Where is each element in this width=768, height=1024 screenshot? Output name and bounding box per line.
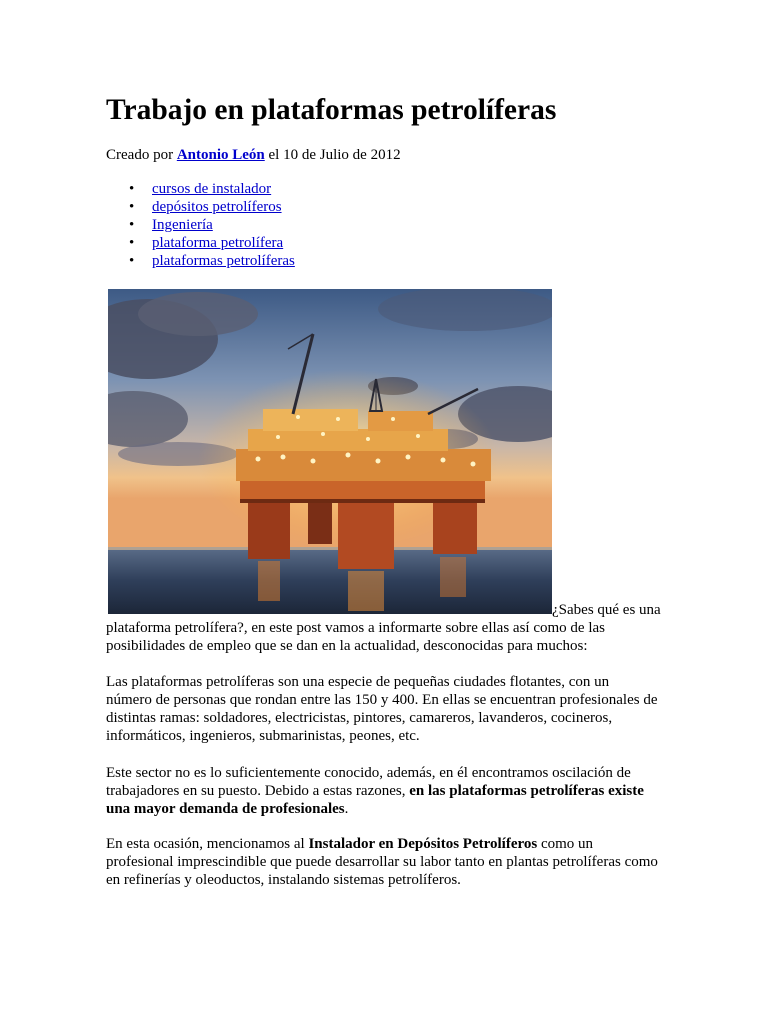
paragraph-bold-text: en las plataformas petrolíferas existe <box>409 783 644 799</box>
tag-item <box>106 252 295 270</box>
tag-item <box>106 198 295 216</box>
paragraph-bold-text: Instalador en Depósitos Petrolíferos <box>308 836 538 852</box>
paragraph-installer <box>106 835 666 889</box>
paragraph-text: . <box>344 801 349 817</box>
intro-line: plataforma petrolífera?, en este post vamos a informarte sobre ellas así como de las <box>106 620 605 636</box>
tag-item <box>106 180 295 198</box>
paragraph-sector-demand <box>106 764 666 818</box>
tag-link-plataforma-petrolifera[interactable]: plataforma petrolífera <box>152 235 284 251</box>
tag-link-depositos-petroliferos[interactable]: depósitos petrolíferos <box>152 199 282 215</box>
paragraph-platform-description <box>106 673 666 745</box>
byline-date: el 10 de Julio de 2012 <box>268 147 401 163</box>
paragraph-text: como un <box>540 836 594 852</box>
paragraph-line: profesional imprescindible que puede desarrollar su labor tanto en plantas petrolíferas como <box>106 854 658 870</box>
paragraph-line <box>106 835 666 853</box>
tag-link-ingenieria[interactable]: Ingeniería <box>152 217 213 233</box>
intro-line: posibilidades de empleo que se dan en la actualidad, desconocidas para muchos: <box>106 638 588 654</box>
tag-item <box>106 234 295 252</box>
paragraph-line: en refinerías y oleoductos, instalando sistemas petrolíferos. <box>106 872 461 888</box>
author-link[interactable]: Antonio León <box>176 147 265 163</box>
tag-item <box>106 216 295 234</box>
page-title: Trabajo en plataformas petrolíferas <box>106 94 557 126</box>
bullet-icon: • <box>129 253 135 269</box>
byline-prefix: Creado por <box>106 147 174 163</box>
byline <box>106 146 401 164</box>
paragraph-bold-text: una mayor demanda de profesionales <box>106 801 345 817</box>
paragraph-text: En esta ocasión, mencionamos al <box>106 836 305 852</box>
tag-link-cursos-de-instalador[interactable]: cursos de instalador <box>152 181 272 197</box>
paragraph-line: distintas ramas: soldadores, electricistas, pintores, camareros, lavanderos, cocineros, <box>106 710 613 726</box>
oil-platform-photo <box>108 289 552 614</box>
paragraph-line <box>106 782 666 800</box>
bullet-icon: • <box>129 199 135 215</box>
bullet-icon: • <box>129 181 135 197</box>
paragraph-line: Este sector no es lo suficientemente conocido, además, en él encontramos oscilación de <box>106 765 631 781</box>
intro-lead: ¿Sabes qué es una <box>552 602 661 618</box>
bullet-icon: • <box>129 217 135 233</box>
bullet-icon: • <box>129 235 135 251</box>
paragraph-line: Las plataformas petrolíferas son una especie de pequeñas ciudades flotantes, con un <box>106 674 610 690</box>
paragraph-line: número de personas que rondan entre las 150 y 400. En ellas se encuentran profesionales de <box>106 692 658 708</box>
tag-list <box>106 180 295 270</box>
paragraph-text: trabajadores en su puesto. Debido a estas razones, <box>106 783 406 799</box>
tag-link-plataformas-petroliferas[interactable]: plataformas petrolíferas <box>152 253 295 269</box>
paragraph-line <box>106 800 666 818</box>
paragraph-line: informáticos, ingenieros, submarinistas, peones, etc. <box>106 728 420 744</box>
